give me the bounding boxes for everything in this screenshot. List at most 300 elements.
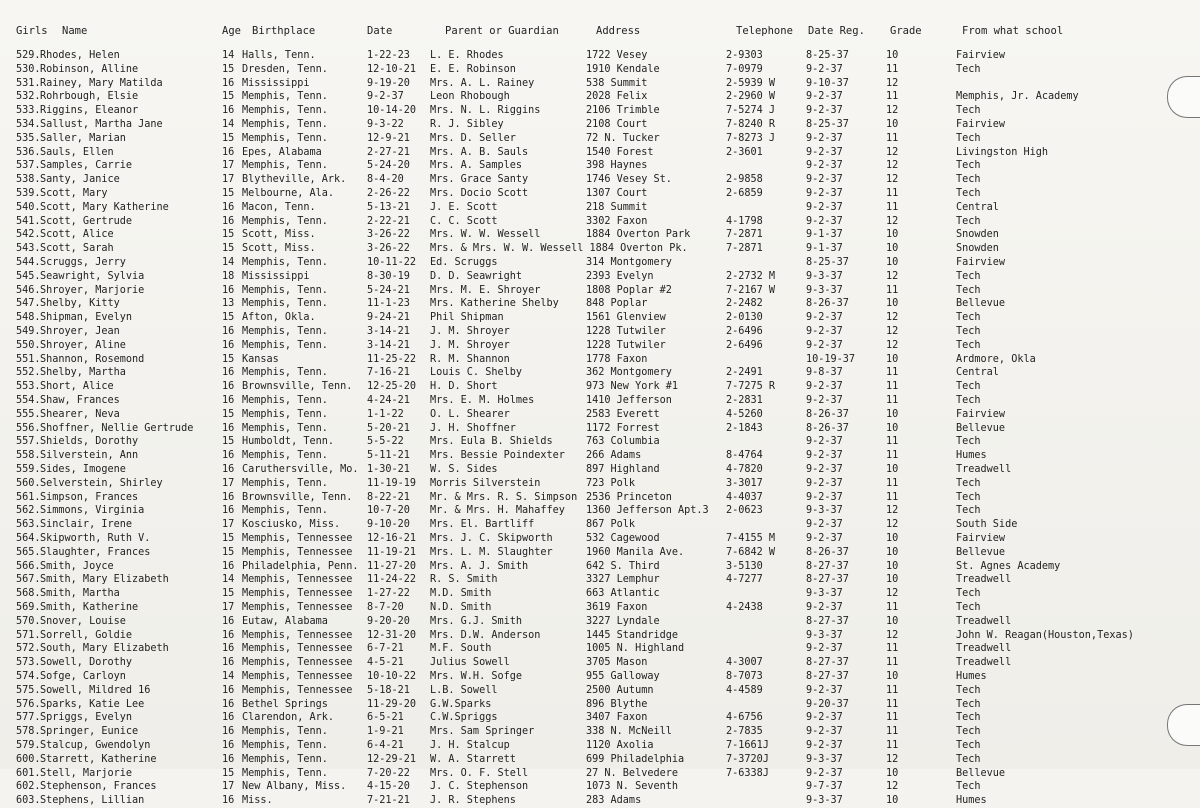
birthplace: Memphis, Tennessee [242, 643, 353, 655]
age: 16 [222, 740, 235, 751]
row-number: 561. [16, 491, 41, 503]
birthplace: Memphis, Tenn. [242, 91, 328, 103]
parent-guardian: E. E. Robinson [430, 63, 516, 75]
date-registered: 9-2-37 [806, 477, 843, 489]
birthplace: Scott, Miss. [242, 229, 316, 241]
birth-date: 7-21-21 [367, 795, 410, 807]
previous-school: Tech [956, 105, 981, 117]
student-name: Sallust, Martha Jane [40, 119, 163, 130]
address: 1445 Standridge [586, 629, 679, 641]
table-row [0, 421, 1200, 436]
age: 16 [222, 795, 235, 807]
grade: 12 [886, 588, 899, 600]
date-registered: 9-2-37 [806, 726, 843, 738]
grade: 12 [886, 215, 899, 227]
grade: 10 [886, 615, 899, 627]
parent-guardian: Mrs. & Mrs. W. W. Wessell 1884 Overton Pk. [430, 243, 688, 255]
date-registered: 8-25-37 [806, 119, 849, 130]
grade: 11 [886, 367, 899, 379]
date-registered: 9-2-37 [806, 767, 843, 779]
row-number: 538. [16, 174, 41, 186]
telephone: 4-3007 [726, 657, 763, 669]
parent-guardian: Mrs. N. L. Riggins [430, 105, 541, 117]
table-row [0, 76, 1200, 91]
grade: 11 [886, 63, 899, 75]
birth-date: 5-11-21 [367, 450, 410, 462]
student-name: Shelby, Martha [40, 367, 126, 379]
date-registered: 8-27-37 [806, 615, 849, 627]
telephone: 2-2960 W [726, 91, 776, 103]
birth-date: 10-7-20 [367, 505, 410, 517]
age: 16 [222, 643, 235, 655]
age: 15 [222, 63, 235, 75]
address: 2108 Court [586, 119, 648, 130]
date-registered: 9-2-37 [806, 436, 843, 448]
date-registered: 9-2-37 [806, 643, 843, 655]
age: 16 [222, 753, 235, 765]
address: 398 Haynes [586, 160, 648, 172]
row-number: 573. [16, 657, 41, 669]
header-birthplace: Birthplace [252, 25, 316, 37]
table-row [0, 227, 1200, 242]
grade: 12 [886, 77, 899, 89]
birth-date: 5-5-22 [367, 436, 404, 448]
student-name: Shields, Dorothy [40, 436, 139, 448]
birth-date: 4-24-21 [367, 395, 410, 406]
table-row [0, 628, 1200, 643]
address: 1722 Vesey [586, 50, 648, 61]
table-row [0, 283, 1200, 298]
table-row [0, 462, 1200, 477]
row-number: 549. [16, 326, 41, 337]
birthplace: Memphis, Tenn. [242, 753, 328, 765]
table-row [0, 324, 1200, 339]
student-name: Shroyer, Marjorie [40, 284, 145, 296]
parent-guardian: J. H. Shoffner [430, 422, 516, 434]
age: 16 [222, 615, 235, 627]
address: 663 Atlantic [586, 588, 660, 600]
header-school: From what school [962, 25, 1064, 37]
telephone: 2-5939 W [726, 77, 776, 89]
table-row [0, 48, 1200, 63]
previous-school: Tech [956, 753, 981, 765]
table-row [0, 145, 1200, 160]
address: 314 Montgomery [586, 257, 672, 268]
date-registered: 9-2-37 [806, 91, 843, 103]
table-row [0, 62, 1200, 77]
student-name: Silverstein, Ann [40, 450, 139, 462]
grade: 12 [886, 519, 899, 531]
parent-guardian: J. M. Shroyer [430, 339, 510, 351]
address: 867 Polk [586, 519, 636, 531]
date-registered: 9-1-37 [806, 229, 843, 241]
date-registered: 8-26-37 [806, 422, 849, 434]
previous-school: Bellevue [956, 767, 1006, 779]
telephone: 2-6496 [726, 326, 763, 337]
grade: 12 [886, 174, 899, 186]
telephone: 3-3017 [726, 477, 763, 489]
telephone: 2-6496 [726, 339, 763, 351]
previous-school: Central [956, 367, 999, 379]
parent-guardian: Mrs. E. M. Holmes [430, 395, 535, 406]
date-registered: 9-2-37 [806, 464, 843, 475]
birth-date: 6-5-21 [367, 712, 404, 724]
header-parent: Parent or Guardian [445, 25, 559, 37]
address: 1360 Jefferson Apt.3 [586, 505, 709, 517]
parent-guardian: R. M. Shannon [430, 353, 510, 365]
student-name: Rhodes, Helen [40, 50, 120, 61]
birth-date: 9-10-20 [367, 519, 410, 531]
row-number: 551. [16, 353, 41, 365]
table-row [0, 517, 1200, 532]
birth-date: 11-19-21 [367, 546, 417, 558]
previous-school: John W. Reagan(Houston,Texas) [956, 629, 1134, 641]
telephone: 2-2491 [726, 367, 763, 379]
header-name: Name [62, 25, 88, 37]
parent-guardian: Julius Sowell [430, 657, 510, 669]
date-registered: 9-2-37 [806, 533, 843, 544]
birthplace: Memphis, Tenn. [242, 298, 328, 310]
row-number: 530. [16, 63, 41, 75]
parent-guardian: R. J. Sibley [430, 119, 504, 130]
table-row [0, 393, 1200, 408]
grade: 10 [886, 795, 899, 807]
table-row [0, 697, 1200, 712]
student-name: Sowell, Dorothy [40, 657, 133, 669]
address: 897 Highland [586, 464, 660, 475]
row-number: 531. [16, 77, 41, 89]
student-name: Samples, Carrie [40, 160, 133, 172]
address: 1746 Vesey St. [586, 174, 672, 186]
address: 2028 Felix [586, 91, 648, 103]
previous-school: Snowden [956, 243, 999, 255]
header-telephone: Telephone [736, 25, 793, 37]
date-registered: 9-2-37 [806, 201, 843, 213]
parent-guardian: R. S. Smith [430, 574, 498, 586]
date-registered: 9-2-37 [806, 132, 843, 144]
student-name: Shelby, Kitty [40, 298, 120, 310]
age: 16 [222, 201, 235, 213]
telephone: 4-1798 [726, 215, 763, 227]
student-name: Stalcup, Gwendolyn [40, 740, 151, 751]
table-row [0, 200, 1200, 215]
birthplace: Memphis, Tenn. [242, 395, 328, 406]
date-registered: 9-2-37 [806, 188, 843, 199]
parent-guardian: Mrs. W. W. Wessell [430, 229, 541, 241]
previous-school: Tech [956, 326, 981, 337]
previous-school: Fairview [956, 408, 1006, 420]
row-number: 565. [16, 546, 41, 558]
grade: 10 [886, 422, 899, 434]
birth-date: 10-14-20 [367, 105, 417, 117]
grade: 10 [886, 408, 899, 420]
telephone: 2-7835 [726, 726, 763, 738]
birth-date: 2-26-22 [367, 188, 410, 199]
parent-guardian: Mrs. A. L. Rainey [430, 77, 535, 89]
parent-guardian: C. C. Scott [430, 215, 498, 227]
grade: 11 [886, 684, 899, 696]
parent-guardian: W. A. Starrett [430, 753, 516, 765]
grade: 11 [886, 477, 899, 489]
punch-hole-bottom [1167, 704, 1200, 746]
age: 17 [222, 477, 235, 489]
address: 362 Montgomery [586, 367, 672, 379]
student-name: Saller, Marian [40, 132, 126, 144]
grade: 12 [886, 312, 899, 324]
date-registered: 8-27-37 [806, 671, 849, 682]
grade: 11 [886, 188, 899, 199]
telephone: 2-6859 [726, 188, 763, 199]
student-name: Simpson, Frances [40, 491, 139, 503]
table-row [0, 117, 1200, 132]
row-number: 554. [16, 395, 41, 406]
birthplace: Memphis, Tennessee [242, 657, 353, 669]
birth-date: 5-24-21 [367, 284, 410, 296]
grade: 11 [886, 381, 899, 393]
row-number: 550. [16, 339, 41, 351]
telephone: 8-7073 [726, 671, 763, 682]
telephone: 3-5130 [726, 560, 763, 572]
address: 3619 Faxon [586, 602, 648, 613]
parent-guardian: Mrs. D. Seller [430, 132, 516, 144]
birthplace: Memphis, Tenn. [242, 726, 328, 738]
birthplace: Memphis, Tenn. [242, 119, 328, 130]
table-row [0, 296, 1200, 311]
telephone: 2-0130 [726, 312, 763, 324]
student-name: Short, Alice [40, 381, 114, 393]
table-row [0, 310, 1200, 325]
birthplace: Brownsville, Tenn. [242, 491, 353, 503]
age: 14 [222, 574, 235, 586]
row-number: 558. [16, 450, 41, 462]
parent-guardian: W. S. Sides [430, 464, 498, 475]
parent-guardian: Morris Silverstein [430, 477, 541, 489]
row-number: 562. [16, 505, 41, 517]
header-grade: Grade [890, 25, 922, 37]
date-registered: 8-25-37 [806, 50, 849, 61]
table-row [0, 724, 1200, 739]
table-row [0, 766, 1200, 781]
date-registered: 8-26-37 [806, 546, 849, 558]
birth-date: 4-5-21 [367, 657, 404, 669]
telephone: 7-3720J [726, 753, 769, 765]
previous-school: Tech [956, 505, 981, 517]
age: 14 [222, 119, 235, 130]
student-name: Sinclair, Irene [40, 519, 133, 531]
parent-guardian: J. E. Scott [430, 201, 498, 213]
table-row [0, 434, 1200, 449]
telephone: 2-2732 M [726, 270, 776, 282]
birthplace: Memphis, Tenn. [242, 367, 328, 379]
birthplace: New Albany, Miss. [242, 781, 347, 793]
telephone: 7-8240 R [726, 119, 776, 130]
address: 532 Cagewood [586, 533, 660, 544]
row-number: 559. [16, 464, 41, 475]
date-registered: 9-2-37 [806, 326, 843, 337]
address: 3302 Faxon [586, 215, 648, 227]
age: 16 [222, 77, 235, 89]
telephone: 2-2831 [726, 395, 763, 406]
table-row [0, 752, 1200, 767]
header-girls: Girls [16, 25, 48, 37]
previous-school: Treadwell [956, 643, 1012, 655]
grade: 10 [886, 533, 899, 544]
address: 72 N. Tucker [586, 132, 660, 144]
student-name: South, Mary Elizabeth [40, 643, 169, 655]
grade: 11 [886, 395, 899, 406]
parent-guardian: Mrs. Katherine Shelby [430, 298, 559, 310]
previous-school: Humes [956, 671, 987, 682]
row-number: 567. [16, 574, 41, 586]
birth-date: 9-3-22 [367, 119, 404, 130]
age: 15 [222, 588, 235, 600]
birth-date: 3-26-22 [367, 243, 410, 255]
birthplace: Memphis, Tennessee [242, 588, 353, 600]
parent-guardian: J. H. Stalcup [430, 740, 510, 751]
telephone: 7-5274 J [726, 105, 776, 117]
telephone: 4-7277 [726, 574, 763, 586]
birth-date: 5-18-21 [367, 684, 410, 696]
student-name: Smith, Martha [40, 588, 120, 600]
parent-guardian: Mrs. Docio Scott [430, 188, 529, 199]
grade: 12 [886, 629, 899, 641]
age: 15 [222, 767, 235, 779]
date-registered: 9-2-37 [806, 395, 843, 406]
header-date-reg: Date Reg. [808, 25, 865, 37]
student-name: Selverstein, Shirley [40, 477, 163, 489]
age: 15 [222, 229, 235, 241]
age: 18 [222, 270, 235, 282]
address: 1005 N. Highland [586, 643, 685, 655]
birthplace: Halls, Tenn. [242, 50, 316, 61]
date-registered: 9-2-37 [806, 312, 843, 324]
previous-school: Humes [956, 795, 987, 807]
age: 16 [222, 326, 235, 337]
parent-guardian: Louis C. Shelby [430, 367, 523, 379]
student-name: Sides, Imogene [40, 464, 126, 475]
table-row [0, 738, 1200, 753]
date-registered: 9-2-37 [806, 174, 843, 186]
address: 1120 Axolia [586, 740, 654, 751]
telephone: 4-5260 [726, 408, 763, 420]
grade: 12 [886, 146, 899, 158]
age: 17 [222, 174, 235, 186]
date-registered: 9-2-37 [806, 602, 843, 613]
previous-school: Tech [956, 174, 981, 186]
grade: 11 [886, 436, 899, 448]
previous-school: Tech [956, 188, 981, 199]
birth-date: 11-1-23 [367, 298, 410, 310]
date-registered: 9-2-37 [806, 450, 843, 462]
date-registered: 9-2-37 [806, 63, 843, 75]
grade: 10 [886, 243, 899, 255]
telephone: 7-2871 [726, 243, 763, 255]
address: 3407 Faxon [586, 712, 648, 724]
birth-date: 11-24-22 [367, 574, 417, 586]
row-number: 572. [16, 643, 41, 655]
birthplace: Memphis, Tenn. [242, 740, 328, 751]
parent-guardian: Mrs. Bessie Poindexter [430, 450, 565, 462]
birthplace: Mississippi [242, 270, 310, 282]
table-row [0, 600, 1200, 615]
address: 642 S. Third [586, 560, 660, 572]
grade: 12 [886, 753, 899, 765]
row-number: 555. [16, 408, 41, 420]
previous-school: Ardmore, Okla [956, 353, 1036, 365]
table-row [0, 710, 1200, 725]
birth-date: 1-30-21 [367, 464, 410, 475]
table-row [0, 89, 1200, 104]
header-address: Address [596, 25, 641, 37]
date-registered: 9-2-37 [806, 381, 843, 393]
previous-school: Fairview [956, 533, 1006, 544]
student-name: Snover, Louise [40, 615, 126, 627]
birthplace: Blytheville, Ark. [242, 174, 347, 186]
table-row [0, 214, 1200, 229]
parent-guardian: Mr. & Mrs. R. S. Simpson [430, 491, 578, 503]
birthplace: Memphis, Tenn. [242, 105, 328, 117]
student-name: Rohrbough, Elsie [40, 91, 139, 103]
table-row [0, 531, 1200, 546]
age: 16 [222, 560, 235, 572]
parent-guardian: Mrs. A. Samples [430, 160, 523, 172]
table-row [0, 586, 1200, 601]
table-row [0, 255, 1200, 270]
address: 338 N. McNeill [586, 726, 672, 738]
address: 1808 Poplar #2 [586, 284, 672, 296]
table-row [0, 338, 1200, 353]
grade: 11 [886, 450, 899, 462]
table-row [0, 365, 1200, 380]
birth-date: 3-14-21 [367, 326, 410, 337]
row-number: 601. [16, 767, 41, 779]
row-number: 564. [16, 533, 41, 544]
birthplace: Miss. [242, 795, 273, 807]
table-row [0, 379, 1200, 394]
birthplace: Memphis, Tenn. [242, 477, 328, 489]
date-registered: 8-27-37 [806, 574, 849, 586]
date-registered: 9-8-37 [806, 367, 843, 379]
telephone: 2-0623 [726, 505, 763, 517]
table-row [0, 545, 1200, 560]
birthplace: Memphis, Tenn. [242, 257, 328, 268]
table-row [0, 476, 1200, 491]
row-number: 543. [16, 243, 41, 255]
address: 1778 Faxon [586, 353, 648, 365]
student-name: Stephenson, Frances [40, 781, 157, 793]
birth-date: 4-15-20 [367, 781, 410, 793]
birthplace: Memphis, Tenn. [242, 339, 328, 351]
address: 955 Galloway [586, 671, 660, 682]
grade: 11 [886, 201, 899, 213]
address: 1561 Glenview [586, 312, 666, 324]
row-number: 576. [16, 698, 41, 710]
parent-guardian: L.B. Sowell [430, 684, 498, 696]
header-date: Date [367, 25, 393, 37]
date-registered: 9-2-37 [806, 491, 843, 503]
parent-guardian: Mr. & Mrs. H. Mahaffey [430, 505, 565, 517]
student-name: Scott, Sarah [40, 243, 114, 255]
age: 16 [222, 684, 235, 696]
row-number: 602. [16, 781, 41, 793]
date-registered: 9-2-37 [806, 146, 843, 158]
row-number: 569. [16, 602, 41, 613]
student-name: Sparks, Katie Lee [40, 698, 145, 710]
previous-school: Fairview [956, 119, 1006, 130]
student-name: Shaw, Frances [40, 395, 120, 406]
address: 699 Philadelphia [586, 753, 685, 765]
student-name: Stephens, Lillian [40, 795, 145, 807]
